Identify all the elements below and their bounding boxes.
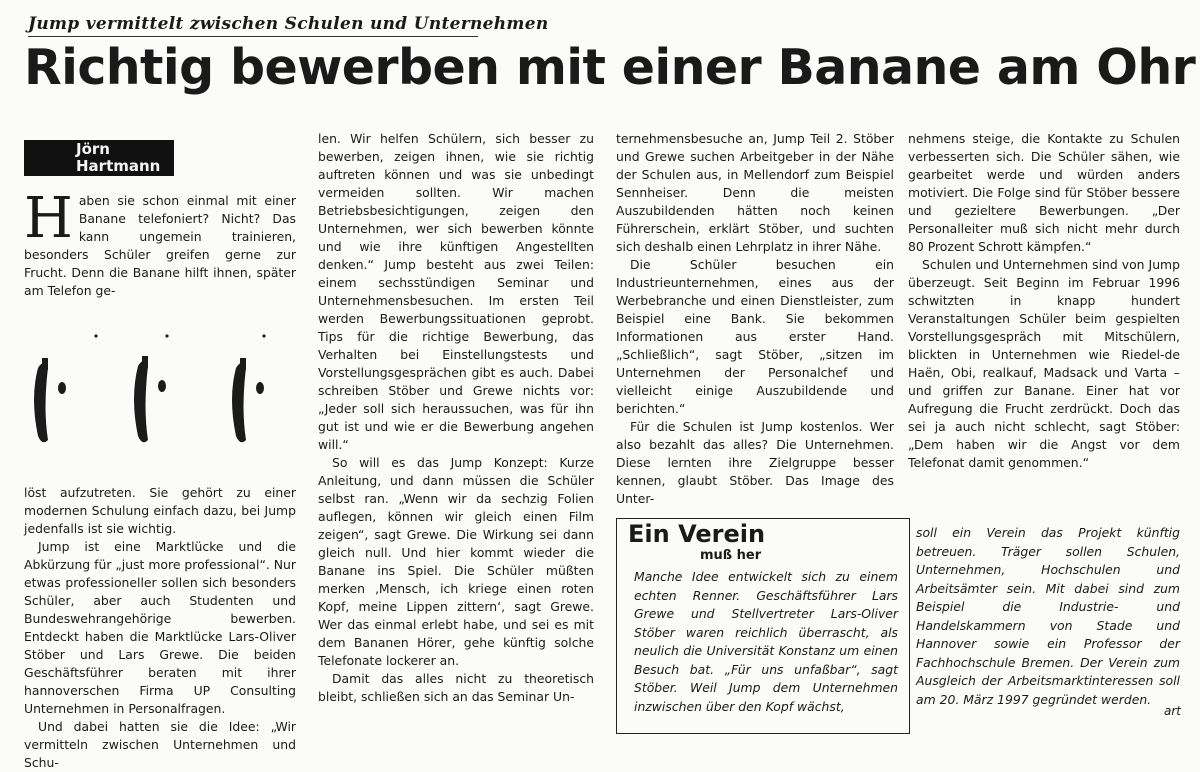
text-column-1	[24, 186, 296, 300]
drop-cap: H	[24, 186, 73, 251]
paragraph-results: Schulen und Unternehmen sind von Jump überzeugt. Seit Beginn im Februar 1996 schwitzten in knapp hundert Veranstaltungen Schüler beim gespielten Vorstellungsgespräch mit Mitschülern, blickten in Unternehmen wie Riedel-de Haën, Obi, realkauf, Madsack und Varta – und griffen zur Banane. Einer hat vor Aufregung die Frucht zerdrückt. Doch das sei ja auch nicht schlecht, sagt Stöber: „Dem haben wir die Angst vor dem Telefonat damit genommen.“	[908, 257, 1180, 470]
banana-phone-photo	[24, 328, 294, 468]
sidebar-box-text-continued	[916, 524, 1180, 709]
author-last-name: Hartmann	[76, 157, 161, 175]
text-column-1-continued	[24, 484, 296, 772]
sidebar-box-paragraph-1: Manche Idee entwickelt sich zu einem echten Renner. Geschäftsführer Lars Grewe und Stellvertreter Lars-Oliver Stöber waren reichlich überrascht, als neulich die Universität Konstanz um einen Besuch bat. „Für uns unfaßbar“, sagt Stöber. Weil Jump dem Unternehmen inzwischen über den Kopf wächst,	[634, 569, 898, 714]
paragraph-intro-text: aben sie schon einmal mit einer Banane telefoniert? Nicht? Das kann ungemein trainieren, besonders Schüler greifen gerne zur Frucht. Denn die Banane hilft ihnen, später am Telefon ge-	[24, 193, 296, 298]
sidebar-box-subtitle: muß her	[700, 548, 762, 563]
author-first-name: Jörn	[76, 140, 110, 158]
paragraph-industry-visits: Die Schüler besuchen ein Industrieunternehmen, eines aus der Werbebranche und einen Dienstleister, zum Beispiel eine Bank. Sie bekommen Informationen aus erster Hand. „Schließlich“, sagt Stöber, „sitzen im Unternehmen der Personalchef und vielleicht einige Auszubildende und berichten.“	[616, 257, 894, 416]
author-signature: art	[1164, 704, 1181, 718]
paragraph-intro	[24, 186, 296, 300]
article-headline: Richtig bewerben mit einer Banane am Ohr	[24, 39, 1196, 96]
paragraph-market-gap: Jump ist eine Marktlücke und die Abkürzung für „just more professional“. Nur etwas professioneller sollen sich besonders Schüler, aber auch Studenten und Bundeswehrangehörige bewerben. Entdeckt haben die Marktlücke Lars-Oliver Stöber und Lars Grewe. Die beiden Geschäftsführer beraten mit ihrer hannoverschen Firma UP Consulting Unternehmen in Personalfragen.	[24, 539, 296, 716]
sidebar-box-title: Ein Verein	[628, 520, 766, 548]
paragraph-intro-end: löst aufzutreten. Sie gehört zu einer modernen Schulung einfach dazu, bei Jump jedenfalls ist sie wichtig.	[24, 485, 296, 536]
paragraph-idea: Und dabei hatten sie die Idee: „Wir vermitteln zwischen Unternehmen und Schu-	[24, 719, 296, 770]
text-column-3	[616, 130, 894, 508]
paragraph-benefits: nehmens steige, die Kontakte zu Schulen verbesserten sich. Die Schüler sähen, wie gearbeitet werde und würden anders motiviert. Die Folge sind für Stöber bessere und gezieltere Bewerbungen. „Der Personalleiter muß sich nicht mehr durch 80 Prozent Schrott kämpfen.“	[908, 131, 1180, 254]
paragraph-company-visits: Damit das alles nicht zu theoretisch bleibt, schließen sich an das Seminar Un-	[318, 671, 594, 704]
paragraph-jump-parts: len. Wir helfen Schülern, sich besser zu bewerben, zeigen ihnen, wie sie richtig auftreten können und was sie unbedingt vermeiden sollten. Wir machen Betriebsbesichtigungen, zeigen den Unternehmen, wer sich bewerben könnte und wie ihre künftigen Angestellten denken.“ Jump besteht aus zwei Teilen: einem sechsstündigen Seminar und Unternehmensbesuchen. Im ersten Teil werden Bewerbungssituationen geprobt. Tips für die richtige Bewerbung, das Verhalten bei Einstellungstests und Vorstellungsgesprächen gibt es auch. Dabei schreiben Stöber und Grewe nichts vor: „Jeder soll sich heraussuchen, was für ihn gut ist und wie er die Bewerbung angehen will.“	[318, 131, 594, 452]
paragraph-employers: ternehmensbesuche an, Jump Teil 2. Stöber und Grewe suchen Arbeitgeber in der Nähe der Schulen aus, in Mellendorf zum Beispiel Sennheiser. Denn die meisten Auszubildenden hätten noch keinen Führerschein, erklärt Stöber, und suchten sich deshalb einen Lehrplatz in ihrer Nähe.	[616, 131, 894, 254]
text-column-2	[318, 130, 594, 706]
text-column-4	[908, 130, 1180, 472]
kicker-underline	[28, 36, 478, 37]
article-kicker: Jump vermittelt zwischen Schulen und Unternehmen	[28, 14, 549, 34]
paragraph-funding: Für die Schulen ist Jump kostenlos. Wer also bezahlt das alles? Die Unternehmen. Diese lernten ihre Zielgruppe besser kennen, glaubt Stöber. Das Image des Unter-	[616, 419, 894, 506]
paragraph-concept: So will es das Jump Konzept: Kurze Anleitung, und dann müssen die Schüler selbst ran. „Wenn wir da sechzig Folien auflegen, können wir gleich einen Film zeigen“, sagt Grewe. Die Wirkung sei dann gleich null. Und hier kommt wieder die Banane ins Spiel. Die Schüler müßten merken ‚Mensch, ich kriege einen roten Kopf, meine Lippen zittern‘, sagt Grewe. Wer das einmal erlebt habe, und sei es mit dem Bananen Hörer, gehe künftig solche Telefonate lockerer an.	[318, 455, 594, 668]
sidebar-box-text	[634, 568, 898, 716]
sidebar-box-paragraph-2: soll ein Verein das Projekt künftig betreuen. Träger sollen Schulen, Unternehmen, Hochschulen und Arbeitsämter sein. Mit dabei sind zum Beispiel die Industrie- und Handelskammern von Stade und Hannover sowie ein Professor der Fachhochschule Bremen. Der Verein zum Ausgleich der Arbeitsmarktinteressen soll am 20. März 1997 gegründet werden.	[916, 525, 1180, 707]
author-byline	[24, 140, 174, 176]
